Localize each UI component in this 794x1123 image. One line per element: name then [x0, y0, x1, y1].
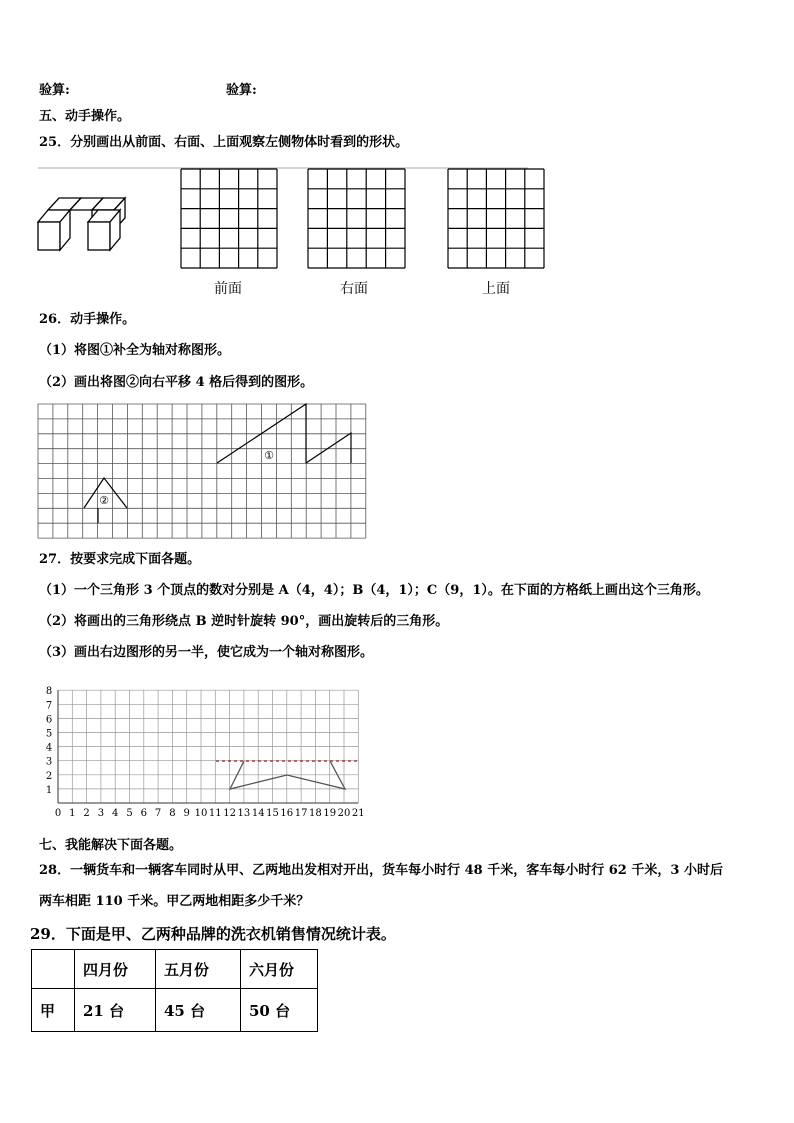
row-june: 50 台: [241, 989, 318, 1032]
right-view-grid: [308, 169, 405, 268]
x-tick-label: 0: [54, 808, 62, 819]
x-tick-label: 4: [112, 808, 119, 819]
header-cell-june: 六月份: [241, 950, 318, 989]
x-tick-label: 21: [351, 808, 365, 819]
x-tick-label: 11: [208, 808, 222, 819]
y-tick-label: 6: [45, 714, 53, 726]
grid-label-right: 右面: [340, 280, 368, 296]
x-tick-label: 5: [126, 808, 133, 819]
x-tick-label: 6: [140, 808, 147, 819]
x-tick-label: 12: [223, 808, 236, 819]
x-tick-label: 10: [194, 808, 208, 819]
y-tick-label: 7: [45, 700, 53, 712]
figure-1-label: ①: [264, 449, 274, 462]
x-tick-label: 7: [154, 808, 162, 819]
sales-table: [31, 949, 318, 1032]
question-27-item-2: （2）将画出的三角形绕点 B 逆时针旋转 90°，画出旋转后的三角形。: [39, 614, 449, 629]
y-tick-label: 4: [45, 742, 53, 754]
question-26-item-2: （2）画出将图②向右平移 4 格后得到的图形。: [39, 375, 314, 390]
x-tick-label: 14: [251, 808, 265, 819]
question-26-title: 26．动手操作。: [39, 312, 136, 327]
q27-coordinate-grid: [58, 690, 358, 803]
row-brand: 甲: [32, 989, 75, 1032]
x-tick-label: 9: [183, 808, 190, 819]
x-tick-label: 18: [309, 808, 322, 819]
row-may: 45 台: [156, 989, 241, 1032]
q26-grid: [38, 404, 366, 538]
question-25-text: 25．分别画出从前面、右面、上面观察左侧物体时看到的形状。: [39, 135, 409, 150]
x-tick-label: 20: [337, 808, 351, 819]
x-tick-label: 3: [97, 808, 105, 819]
y-tick-label: 3: [45, 756, 53, 768]
question-27-item-1: （1）一个三角形 3 个顶点的数对分别是 A（4，4）；B（4，1）；C（9，1）。在下面的方格纸上画出这个三角形。: [39, 583, 709, 598]
question-28-line-2: 两车相距 110 千米。甲乙两地相距多少千米？: [39, 894, 310, 909]
x-tick-label: 17: [294, 808, 308, 819]
x-tick-label: 16: [280, 808, 294, 819]
x-tick-label: 19: [323, 808, 337, 819]
y-tick-label: 8: [45, 686, 53, 698]
x-tick-label: 15: [266, 808, 279, 819]
grid-label-front: 前面: [214, 280, 242, 296]
y-tick-label: 1: [45, 784, 53, 796]
section-7-title: 七、我能解决下面各题。: [39, 838, 183, 853]
x-tick-label: 8: [169, 808, 176, 819]
question-26-item-1: （1）将图①补全为轴对称图形。: [39, 343, 231, 358]
row-april: 21 台: [75, 989, 156, 1032]
check-label-2: 验算:: [226, 83, 257, 98]
header-cell-empty: [32, 950, 75, 989]
y-tick-label: 2: [45, 770, 53, 782]
table-header-row: [32, 950, 318, 989]
header-cell-april: 四月份: [75, 950, 156, 989]
top-view-grid: [448, 169, 544, 268]
header-cell-may: 五月份: [156, 950, 241, 989]
grid-label-top: 上面: [482, 280, 510, 296]
x-tick-label: 13: [237, 808, 251, 819]
figure-2-label: ②: [99, 494, 109, 507]
x-tick-label: 1: [69, 808, 76, 819]
check-label-1: 验算:: [39, 83, 70, 98]
y-tick-label: 5: [45, 728, 53, 740]
question-27-item-3: （3）画出右边图形的另一半，使它成为一个轴对称图形。: [39, 645, 374, 660]
block-object: [38, 198, 125, 250]
question-29-text: 29．下面是甲、乙两种品牌的洗衣机销售情况统计表。: [30, 925, 396, 943]
question-27-title: 27．按要求完成下面各题。: [39, 552, 201, 567]
question-28-line-1: 28．一辆货车和一辆客车同时从甲、乙两地出发相对开出，货车每小时行 48 千米，客车每小时行 62 千米，3 小时后: [39, 863, 723, 878]
q27-axis-ticks: [46, 686, 365, 819]
table-row: [32, 989, 318, 1032]
x-tick-label: 2: [83, 808, 90, 819]
front-view-grid: [181, 169, 277, 268]
section-5-title: 五、动手操作。: [39, 109, 131, 124]
